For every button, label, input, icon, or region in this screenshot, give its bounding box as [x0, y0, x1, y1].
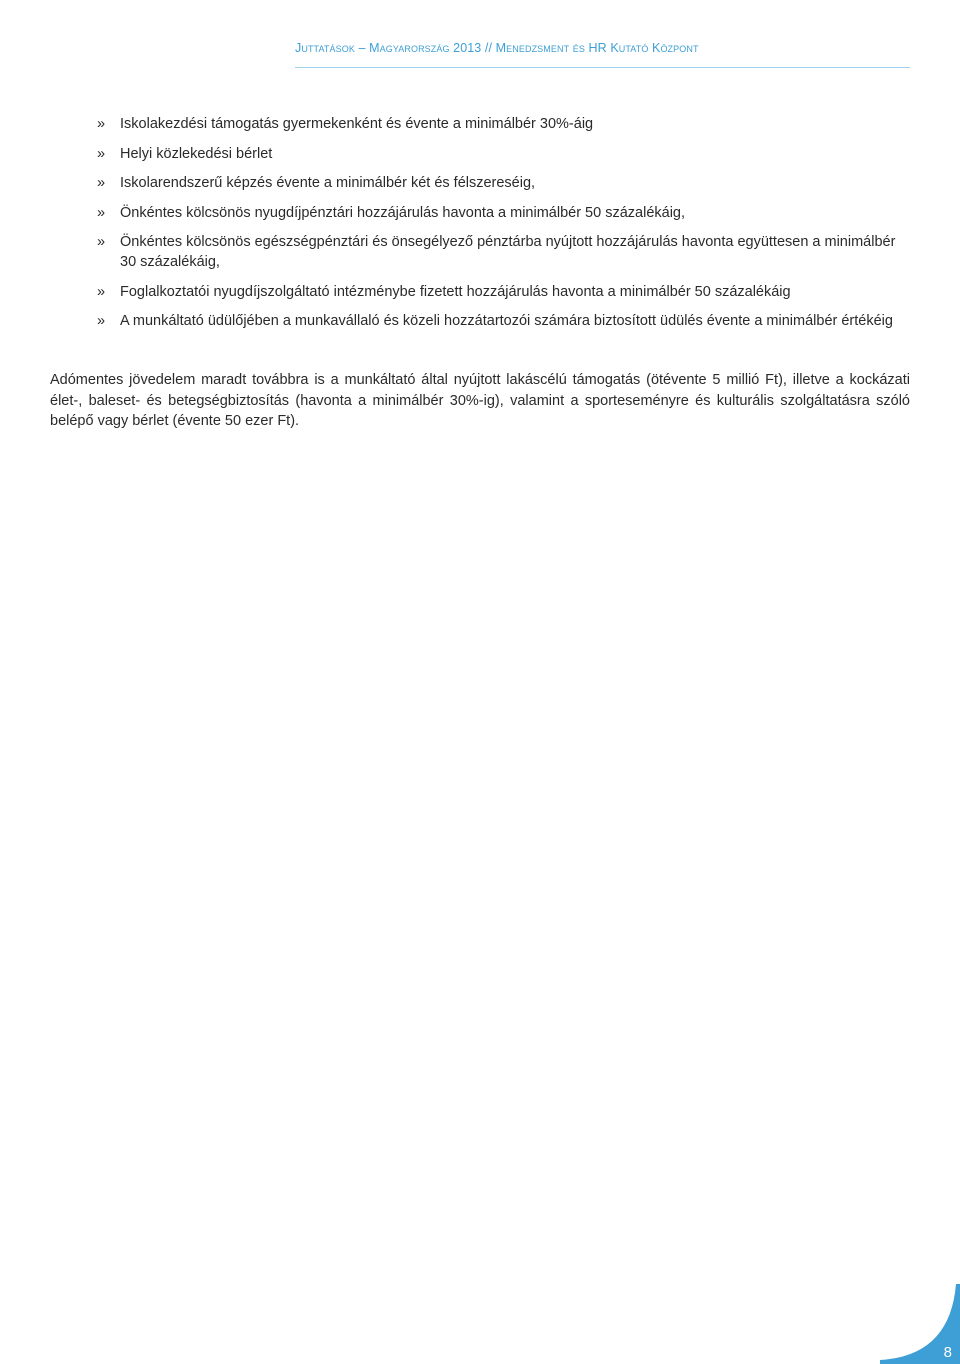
list-item-text: Önkéntes kölcsönös egészségpénztári és önsegélyező pénztárba nyújtott hozzájárulás havonta együttesen a minimálbér 30 százalékáig, [120, 234, 896, 270]
list-item-text: Foglalkoztatói nyugdíjszolgáltató intézménybe fizetett hozzájárulás havonta a minimálbér 50 százalékáig [120, 283, 791, 300]
list-item [97, 173, 897, 193]
list-item-text: Önkéntes kölcsönös nyugdíjpénztári hozzájárulás havonta a minimálbér 50 százalékáig, [120, 204, 686, 221]
list-item [97, 282, 897, 302]
bullet-marker: » [97, 234, 106, 250]
list-item-text: Iskolakezdési támogatás gyermekenként és évente a minimálbér 30%-áig [120, 116, 594, 132]
bullet-marker: » [97, 313, 106, 329]
bullet-marker: » [97, 145, 106, 162]
bullet-marker: » [97, 116, 106, 132]
list-item-text: A munkáltató üdülőjében a munkavállaló és közeli hozzátartozói számára biztosított üdülés évente a minimálbér értékéig [120, 313, 893, 329]
benefit-list [97, 114, 897, 341]
list-item-text: Helyi közlekedési bérlet [120, 145, 273, 162]
list-item-text: Iskolarendszerű képzés évente a minimálbér két és félszereséig, [120, 175, 536, 191]
list-item [97, 203, 897, 223]
bullet-marker: » [97, 175, 106, 191]
body-paragraph: Adómentes jövedelem maradt továbbra is a munkáltató által nyújtott lakáscélú támogatás (ötévente 5 millió Ft), illetve a kockázati élet-, baleset- és betegségbiztosítás (havonta a minimálbér 30%-ig), valamint a sporteseményre és kulturális szolgáltatásra szóló belépő vagy bérlet (évente 50 ezer Ft). [50, 372, 910, 429]
bullet-marker: » [97, 283, 106, 300]
page-number: 8 [943, 1344, 952, 1361]
bullet-marker: » [97, 204, 106, 221]
list-item [97, 232, 897, 272]
list-item [97, 114, 897, 134]
list-item [97, 311, 897, 331]
running-header: Juttatások – Magyarország 2013 // Menedzsment és HR Kutató Központ [295, 41, 699, 55]
list-item [97, 144, 897, 164]
header-divider [295, 67, 910, 68]
